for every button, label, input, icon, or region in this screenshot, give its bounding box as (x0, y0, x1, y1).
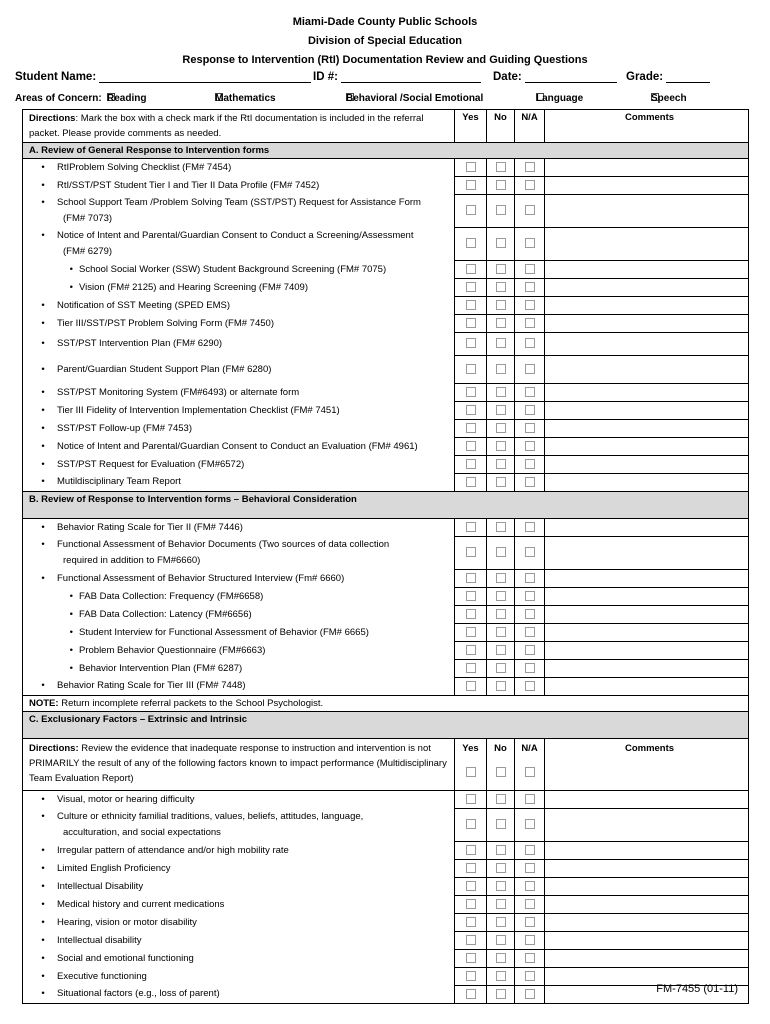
na-checkbox[interactable] (525, 387, 535, 397)
no-checkbox[interactable] (496, 663, 506, 673)
item-label: Functional Assessment of Behavior Structured Interview (Fm# 6660) (57, 572, 345, 584)
no-checkbox[interactable] (496, 180, 506, 190)
yes-checkbox[interactable] (466, 405, 476, 415)
item-label: FAB Data Collection: Frequency (FM#6658) (79, 590, 264, 602)
na-checkbox[interactable] (525, 663, 535, 673)
comments-cell[interactable] (545, 950, 749, 968)
list-item: • Medical history and current medications (23, 896, 455, 914)
speech-label: Speech (651, 93, 687, 104)
item-label: Tier III Fidelity of Intervention Implementation Checklist (FM# 7451) (57, 404, 340, 416)
yes-checkbox[interactable] (466, 609, 476, 619)
list-item: • Behavior Rating Scale for Tier III (FM# 7448) (23, 678, 455, 696)
list-item: • Vision (FM# 2125) and Hearing Screening (FM# 7409) (23, 279, 455, 297)
yes-checkbox[interactable] (466, 264, 476, 274)
yes-checkbox[interactable] (466, 845, 476, 855)
district-title: Miami-Dade County Public Schools (292, 16, 478, 28)
id-label: ID #: (313, 71, 338, 83)
comments-cell[interactable] (545, 791, 749, 809)
yes-checkbox[interactable] (466, 591, 476, 601)
list-item: • Mutildisciplinary Team Report (23, 474, 455, 492)
comments-cell[interactable] (545, 384, 749, 402)
comments-cell[interactable] (545, 315, 749, 333)
list-item: • Functional Assessment of Behavior Documents (Two sources of data collection required in addition to FM#6660) (23, 537, 455, 570)
yes-checkbox[interactable] (466, 423, 476, 433)
na-checkbox[interactable] (525, 767, 535, 777)
no-checkbox[interactable] (496, 935, 506, 945)
list-item: • FAB Data Collection: Frequency (FM#6658) (23, 588, 455, 606)
na-checkbox[interactable] (525, 162, 535, 172)
list-item: • FAB Data Collection: Latency (FM#6656) (23, 606, 455, 624)
list-item: • Hearing, vision or motor disability (23, 914, 455, 932)
comments-cell[interactable] (545, 914, 749, 932)
comments-cell[interactable] (545, 932, 749, 950)
no-checkbox[interactable] (496, 609, 506, 619)
na-checkbox[interactable] (525, 899, 535, 909)
list-item: • Visual, motor or hearing difficulty (23, 791, 455, 809)
no-checkbox[interactable] (496, 971, 506, 981)
comments-cell[interactable] (545, 660, 749, 678)
comments-cell[interactable] (545, 177, 749, 195)
item-label: Notice of Intent and Parental/Guardian Consent to Conduct an Evaluation (FM# 4961) (57, 440, 418, 452)
item-label: Tier III/SST/PST Problem Solving Form (FM# 7450) (57, 317, 274, 329)
comments-cell[interactable] (545, 896, 749, 914)
list-item: • School Social Worker (SSW) Student Background Screening (FM# 7075) (23, 261, 455, 279)
na-checkbox[interactable] (525, 547, 535, 557)
item-label: RtI/SST/PST Student Tier I and Tier II Data Profile (FM# 7452) (57, 179, 320, 191)
item-label: Executive functioning (57, 970, 147, 982)
no-checkbox[interactable] (496, 300, 506, 310)
na-checkbox[interactable] (525, 591, 535, 601)
item-label: School Social Worker (SSW) Student Background Screening (FM# 7075) (79, 263, 387, 275)
comments-cell[interactable] (545, 642, 749, 660)
yes-checkbox[interactable] (466, 971, 476, 981)
na-checkbox[interactable] (525, 681, 535, 691)
no-checkbox[interactable] (496, 681, 506, 691)
list-item: • Tier III Fidelity of Intervention Implementation Checklist (FM# 7451) (23, 402, 455, 420)
item-label: SST/PST Intervention Plan (FM# 6290) (57, 338, 223, 349)
item-label: Hearing, vision or motor disability (57, 916, 197, 928)
na-checkbox[interactable] (525, 989, 535, 999)
na-checkbox[interactable] (525, 423, 535, 433)
list-item: • Functional Assessment of Behavior Structured Interview (Fm# 6660) (23, 570, 455, 588)
no-checkbox[interactable] (496, 364, 506, 374)
list-item: • Irregular pattern of attendance and/or high mobility rate (23, 842, 455, 860)
no-checkbox[interactable] (496, 863, 506, 873)
no-checkbox[interactable] (496, 899, 506, 909)
comments-cell[interactable] (545, 297, 749, 315)
date-label: Date: (493, 71, 522, 83)
section-c-title: C. Exclusionary Factors – Extrinsic and Intrinsic (23, 712, 749, 739)
form-number: FM-7455 (01-11) (656, 983, 738, 995)
item-label: Medical history and current medications (57, 898, 225, 910)
list-item: • RtIProblem Solving Checklist (FM# 7454) (23, 159, 455, 177)
na-checkbox[interactable] (525, 935, 535, 945)
comments-cell[interactable] (545, 261, 749, 279)
item-label: Problem Behavior Questionnaire (FM#6663) (79, 644, 266, 656)
item-label: Notice of Intent and Parental/Guardian Consent to Conduct a Screening/Assessment (57, 230, 414, 241)
item-label: Student Interview for Functional Assessment of Behavior (FM# 6665) (79, 626, 369, 638)
comments-cell[interactable] (545, 537, 749, 570)
na-checkbox[interactable] (525, 405, 535, 415)
behavioral-label: Behavioral /Social Emotional (346, 93, 484, 104)
list-item: • Social and emotional functioning (23, 950, 455, 968)
item-label: Visual, motor or hearing difficulty (57, 793, 195, 805)
no-checkbox[interactable] (496, 591, 506, 601)
no-checkbox[interactable] (496, 627, 506, 637)
item-label: Functional Assessment of Behavior Documents (Two sources of data collection (57, 539, 390, 550)
no-header-c: No (494, 743, 507, 754)
form-title: Response to Intervention (RtI) Documentation Review and Guiding Questions (182, 54, 588, 66)
list-item: • Culture or ethnicity familial traditions, values, beliefs, attitudes, language, acculturation, and social expectations (23, 809, 455, 842)
mathematics-label: Mathematics (215, 93, 276, 104)
comments-header: Comments (545, 110, 749, 143)
no-checkbox[interactable] (496, 264, 506, 274)
yes-checkbox[interactable] (466, 387, 476, 397)
item-label: Situational factors (e.g., loss of parent) (57, 988, 220, 1000)
list-item: • RtI/SST/PST Student Tier I and Tier II Data Profile (FM# 7452) (23, 177, 455, 195)
comments-cell[interactable] (545, 474, 749, 492)
na-checkbox[interactable] (525, 264, 535, 274)
item-label: Mutildisciplinary Team Report (57, 476, 181, 488)
na-checkbox[interactable] (525, 971, 535, 981)
comments-cell[interactable] (545, 420, 749, 438)
comments-cell[interactable] (545, 356, 749, 384)
student-name-field[interactable] (99, 71, 311, 83)
no-checkbox[interactable] (496, 845, 506, 855)
list-item: • Intellectual Disability (23, 878, 455, 896)
item-label: School Support Team /Problem Solving Team (SST/PST) Request for Assistance Form (57, 197, 421, 208)
list-item: • SST/PST Intervention Plan (FM# 6290) (23, 333, 455, 356)
item-label: SST/PST Request for Evaluation (FM#6572) (57, 458, 245, 470)
na-checkbox[interactable] (525, 627, 535, 637)
no-checkbox[interactable] (496, 205, 506, 215)
na-header-c: N/A (521, 743, 538, 754)
yes-checkbox[interactable] (466, 767, 476, 777)
yes-checkbox[interactable] (466, 645, 476, 655)
comments-cell[interactable] (545, 195, 749, 228)
directions-cell: Directions: Mark the box with a check mark if the RtI documentation is included in the referral packet. Please provide comments as needed. (23, 110, 455, 143)
yes-checkbox[interactable] (466, 819, 476, 829)
na-checkbox[interactable] (525, 573, 535, 583)
comments-cell[interactable] (545, 842, 749, 860)
list-item: • Problem Behavior Questionnaire (FM#6663) (23, 642, 455, 660)
list-item: • Situational factors (e.g., loss of parent) (23, 986, 455, 1004)
list-item: • Limited English Proficiency (23, 860, 455, 878)
na-checkbox[interactable] (525, 794, 535, 804)
na-checkbox[interactable] (525, 300, 535, 310)
item-label: Culture or ethnicity familial traditions, values, beliefs, attitudes, language, (57, 811, 364, 822)
na-header: N/A (515, 110, 545, 143)
directions-c-cell: Directions: Review the evidence that inadequate response to instruction and intervention is not PRIMARILY the result of any of the following factors known to impact performance (Multidisciplinary Team Evaluation Report) (23, 739, 455, 791)
comments-cell[interactable] (545, 333, 749, 356)
no-checkbox[interactable] (496, 318, 506, 328)
yes-checkbox[interactable] (466, 205, 476, 215)
list-item: • Parent/Guardian Student Support Plan (FM# 6280) (23, 356, 455, 384)
na-checkbox[interactable] (525, 282, 535, 292)
yes-checkbox[interactable] (466, 300, 476, 310)
comments-cell[interactable] (545, 228, 749, 261)
yes-header: Yes (455, 110, 487, 143)
no-checkbox[interactable] (496, 767, 506, 777)
comments-cell[interactable] (545, 159, 749, 177)
yes-checkbox[interactable] (466, 935, 476, 945)
division-title: Division of Special Education (307, 35, 463, 47)
no-checkbox[interactable] (496, 794, 506, 804)
na-checkbox[interactable] (525, 441, 535, 451)
na-checkbox[interactable] (525, 459, 535, 469)
na-checkbox[interactable] (525, 364, 535, 374)
item-label: SST/PST Monitoring System (FM#6493) or alternate form (57, 386, 300, 398)
list-item: • Behavior Rating Scale for Tier II (FM# 7446) (23, 519, 455, 537)
item-label: Irregular pattern of attendance and/or high mobility rate (57, 844, 289, 856)
item-label: Social and emotional functioning (57, 952, 194, 964)
yes-checkbox[interactable] (466, 663, 476, 673)
no-checkbox[interactable] (496, 282, 506, 292)
list-item: • Behavior Intervention Plan (FM# 6287) (23, 660, 455, 678)
language-label: Language (536, 93, 584, 104)
yes-checkbox[interactable] (466, 477, 476, 487)
yes-header-c: Yes (462, 743, 479, 754)
no-checkbox[interactable] (496, 477, 506, 487)
list-item: • Notice of Intent and Parental/Guardian Consent to Conduct a Screening/Assessment (FM# 6279) (23, 228, 455, 261)
comments-cell[interactable] (545, 588, 749, 606)
item-label: Vision (FM# 2125) and Hearing Screening (FM# 7409) (79, 281, 308, 293)
no-checkbox[interactable] (496, 238, 506, 248)
no-checkbox[interactable] (496, 953, 506, 963)
yes-checkbox[interactable] (466, 338, 476, 348)
reading-label: Reading (107, 93, 147, 104)
item-label: RtIProblem Solving Checklist (FM# 7454) (57, 161, 232, 173)
yes-checkbox[interactable] (466, 282, 476, 292)
yes-checkbox[interactable] (466, 681, 476, 691)
list-item: • SST/PST Request for Evaluation (FM#6572) (23, 456, 455, 474)
yes-checkbox[interactable] (466, 863, 476, 873)
grade-label: Grade: (626, 71, 664, 83)
yes-checkbox[interactable] (466, 180, 476, 190)
list-item: • SST/PST Monitoring System (FM#6493) or alternate form (23, 384, 455, 402)
yes-checkbox[interactable] (466, 573, 476, 583)
na-checkbox[interactable] (525, 318, 535, 328)
no-checkbox[interactable] (496, 441, 506, 451)
item-label: Behavior Rating Scale for Tier II (FM# 7446) (57, 521, 243, 533)
id-field[interactable] (341, 71, 481, 83)
list-item: • Student Interview for Functional Assessment of Behavior (FM# 6665) (23, 624, 455, 642)
no-checkbox[interactable] (496, 917, 506, 927)
yes-checkbox[interactable] (466, 441, 476, 451)
list-item: • SST/PST Follow-up (FM# 7453) (23, 420, 455, 438)
no-checkbox[interactable] (496, 881, 506, 891)
comments-cell[interactable] (545, 606, 749, 624)
yes-checkbox[interactable] (466, 522, 476, 532)
item-label: Behavior Intervention Plan (FM# 6287) (79, 662, 243, 674)
yes-checkbox[interactable] (466, 899, 476, 909)
yes-checkbox[interactable] (466, 459, 476, 469)
na-checkbox[interactable] (525, 205, 535, 215)
yes-checkbox[interactable] (466, 881, 476, 891)
no-checkbox[interactable] (496, 989, 506, 999)
na-checkbox[interactable] (525, 917, 535, 927)
item-label: SST/PST Follow-up (FM# 7453) (57, 422, 192, 434)
list-item: • Notification of SST Meeting (SPED EMS) (23, 297, 455, 315)
no-checkbox[interactable] (496, 819, 506, 829)
na-checkbox[interactable] (525, 881, 535, 891)
comments-cell[interactable] (545, 279, 749, 297)
yes-checkbox[interactable] (466, 953, 476, 963)
grade-field[interactable] (666, 71, 710, 83)
section-a-title: A. Review of General Response to Intervention forms (23, 143, 749, 159)
comments-cell[interactable] (545, 809, 749, 842)
yes-checkbox[interactable] (466, 989, 476, 999)
note: NOTE: Return incomplete referral packets to the School Psychologist. (23, 696, 749, 712)
item-label: Limited English Proficiency (57, 862, 171, 874)
item-label: Intellectual Disability (57, 880, 144, 892)
na-checkbox[interactable] (525, 522, 535, 532)
no-checkbox[interactable] (496, 522, 506, 532)
comments-cell[interactable] (545, 570, 749, 588)
na-checkbox[interactable] (525, 863, 535, 873)
na-checkbox[interactable] (525, 645, 535, 655)
na-checkbox[interactable] (525, 819, 535, 829)
na-checkbox[interactable] (525, 609, 535, 619)
comments-cell[interactable] (545, 878, 749, 896)
na-checkbox[interactable] (525, 180, 535, 190)
yes-checkbox[interactable] (466, 547, 476, 557)
list-item: • Tier III/SST/PST Problem Solving Form (FM# 7450) (23, 315, 455, 333)
comments-cell[interactable] (545, 456, 749, 474)
item-label: Parent/Guardian Student Support Plan (FM# 6280) (57, 363, 272, 375)
list-item: • School Support Team /Problem Solving Team (SST/PST) Request for Assistance Form (FM# 7073) (23, 195, 455, 228)
list-item: • Intellectual disability (23, 932, 455, 950)
no-checkbox[interactable] (496, 338, 506, 348)
yes-checkbox[interactable] (466, 917, 476, 927)
list-item: • Notice of Intent and Parental/Guardian Consent to Conduct an Evaluation (FM# 4961) (23, 438, 455, 456)
na-checkbox[interactable] (525, 845, 535, 855)
comments-cell[interactable] (545, 438, 749, 456)
no-checkbox[interactable] (496, 387, 506, 397)
yes-checkbox[interactable] (466, 162, 476, 172)
na-checkbox[interactable] (525, 338, 535, 348)
item-label: Behavior Rating Scale for Tier III (FM# 7448) (57, 680, 246, 692)
no-checkbox[interactable] (496, 645, 506, 655)
yes-checkbox[interactable] (466, 364, 476, 374)
no-checkbox[interactable] (496, 162, 506, 172)
no-checkbox[interactable] (496, 573, 506, 583)
item-label: Intellectual disability (57, 934, 142, 946)
yes-checkbox[interactable] (466, 627, 476, 637)
comments-cell[interactable] (545, 519, 749, 537)
na-checkbox[interactable] (525, 477, 535, 487)
yes-checkbox[interactable] (466, 238, 476, 248)
comments-cell[interactable] (545, 624, 749, 642)
yes-checkbox[interactable] (466, 318, 476, 328)
list-item: • Executive functioning (23, 968, 455, 986)
na-checkbox[interactable] (525, 238, 535, 248)
areas-label: Areas of Concern: (15, 93, 102, 104)
no-checkbox[interactable] (496, 423, 506, 433)
item-label: Notification of SST Meeting (SPED EMS) (57, 299, 230, 311)
no-checkbox[interactable] (496, 547, 506, 557)
no-header: No (487, 110, 515, 143)
comments-cell[interactable] (545, 860, 749, 878)
item-label: FAB Data Collection: Latency (FM#6656) (79, 608, 252, 620)
rti-checklist-table (22, 109, 749, 1004)
yes-checkbox[interactable] (466, 794, 476, 804)
comments-cell[interactable] (545, 678, 749, 696)
comments-cell[interactable] (545, 402, 749, 420)
na-checkbox[interactable] (525, 953, 535, 963)
date-field[interactable] (525, 71, 617, 83)
no-checkbox[interactable] (496, 405, 506, 415)
section-b-title: B. Review of Response to Intervention forms – Behavioral Consideration (23, 492, 749, 519)
no-checkbox[interactable] (496, 459, 506, 469)
student-name-label: Student Name: (15, 71, 97, 83)
comments-header-c: Comments (624, 743, 675, 754)
